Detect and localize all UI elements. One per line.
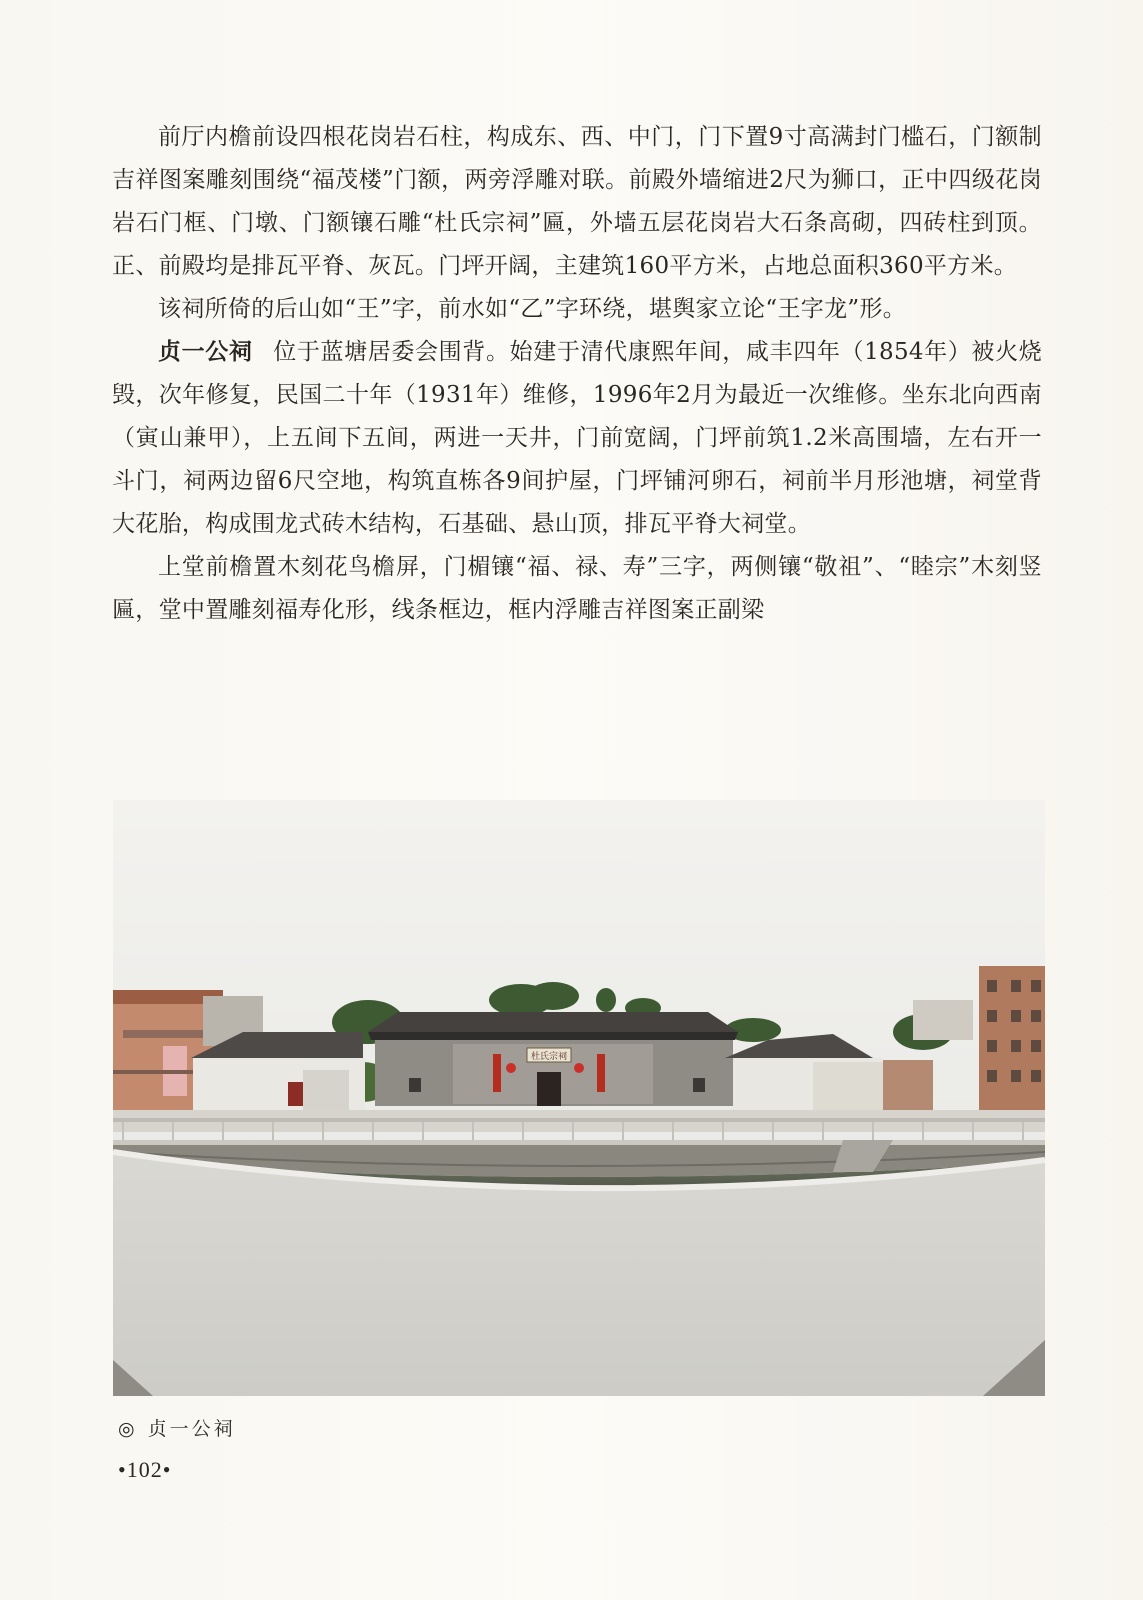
paragraph [112,331,1042,546]
photo-caption [118,1414,236,1441]
ancestral-hall-photo [113,800,1045,1396]
hall-sign-text: 杜氏宗祠 [530,1052,568,1062]
paragraph-lead: 贞一公祠 [158,339,253,365]
body-text [112,116,1042,632]
paragraph [112,116,1042,288]
caption-mark-icon: ◎ [118,1418,138,1440]
page-number: •102• [118,1457,172,1482]
paragraph-text: 该祠所倚的后山如“王”字，前水如“乙”字环绕，堪舆家立论“王字龙”形。 [158,296,907,322]
paragraph [112,546,1042,632]
paragraph [112,288,1042,331]
paragraph-text: 上堂前檐置木刻花鸟檐屏，门楣镶“福、禄、寿”三字，两侧镶“敬祖”、“睦宗”木刻竖匾，堂中置雕刻福寿化形，线条框边，框内浮雕吉祥图案正副梁 [112,554,1042,623]
caption-text: 贞一公祠 [147,1418,236,1440]
paragraph-text: 位于蓝塘居委会围背。始建于清代康熙年间，咸丰四年（1854年）被火烧毁，次年修复，民国二十年（1931年）维修，1996年2月为最近一次维修。坐东北向西南（寅山兼甲），上五间下五间，两进一天井，门前宽阔，门坪前筑1.2米高围墙，左右开一斗门，祠两边留6尺空地，构筑直栋各9间护屋，门坪铺河卵石，祠前半月形池塘，祠堂背大花胎，构成围龙式砖木结构，石基础、悬山顶，排瓦平脊大祠堂。 [112,339,1043,537]
paragraph-text: 前厅内檐前设四根花岗岩石柱，构成东、西、中门，门下置9寸高满封门槛石，门额制吉祥图案雕刻围绕“福茂楼”门额，两旁浮雕对联。前殿外墙缩进2尺为狮口，正中四级花岗岩石门框、门墩、门额镶石雕“杜氏宗祠”匾，外墙五层花岗岩大石条高砌，四砖柱到顶。正、前殿均是排瓦平脊、灰瓦。门坪开阔，主建筑160平方米，占地总面积360平方米。 [112,124,1042,279]
